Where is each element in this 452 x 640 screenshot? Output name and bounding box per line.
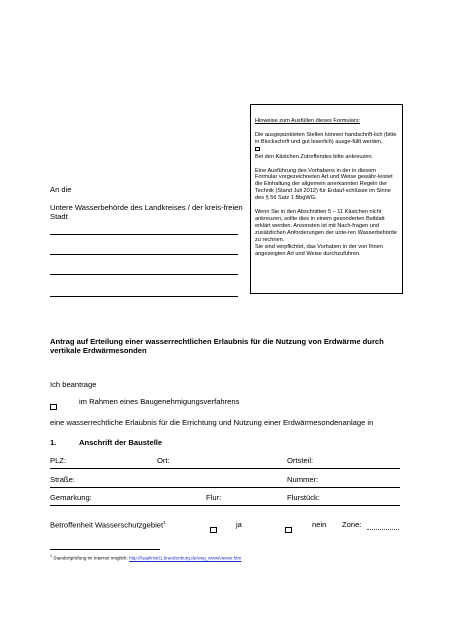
- label-ort: Ort:: [157, 456, 170, 465]
- label-plz: PLZ:: [50, 456, 67, 465]
- request-text: Ich beantrage: [50, 380, 97, 389]
- option-building-permit-label: im Rahmen eines Baugenehmigungsverfahrens: [79, 397, 240, 406]
- zone-input-line[interactable]: [367, 529, 399, 530]
- address-row-line-2[interactable]: [50, 487, 400, 488]
- hints-box: [250, 104, 403, 294]
- label-ortsteil: Ortsteil:: [287, 456, 314, 465]
- footnote-text: Standortprüfung im Internet möglich:: [53, 555, 128, 561]
- checkbox-icon: [255, 147, 260, 152]
- checkbox-building-permit[interactable]: [50, 398, 57, 416]
- checkbox-icon[interactable]: [210, 527, 217, 534]
- footnote-link[interactable]: http://luaplims01.brandenburg.de/wsg_www/viewer.htm: [129, 555, 242, 561]
- checkbox-icon[interactable]: [285, 527, 292, 534]
- footnote-number: 1: [50, 554, 53, 558]
- checkbox-protection-yes[interactable]: [210, 521, 217, 539]
- label-yes: ja: [236, 520, 242, 529]
- form-heading: Antrag auf Erteilung einer wasserrechtlichen Erlaubnis für die Nutzung von Erdwärme durch vertikale Erdwärmesonden: [50, 337, 384, 356]
- hint-checkbox-line: [255, 147, 398, 154]
- checkbox-protection-no[interactable]: [285, 521, 292, 539]
- label-nummer: Nummer:: [287, 475, 319, 484]
- hint-paragraph-checkboxes: Bei den Kästchen Zutreffendes bitte ankreuzen.: [255, 153, 374, 160]
- footnote-separator: [50, 549, 160, 550]
- address-line-3[interactable]: [50, 274, 238, 275]
- footnote: [50, 554, 241, 561]
- protection-zone-label: Betroffenheit Wasserschutzgebiet: [50, 520, 164, 530]
- address-authority: Untere Wasserbehörde des Landkreises / der kreis-freien Stadt: [50, 203, 243, 222]
- checkbox-icon[interactable]: [50, 404, 57, 411]
- address-row-line-3[interactable]: [50, 505, 400, 506]
- hint-paragraph-rules: Eine Ausführung des Vorhabens in der in diesem Formular vorgezeichneten Art und Weise gewähr-leistet die Einhaltung der allgemein anerkannten Regeln der Technik (Stand Juli 2012) für Erdauf-schlüsse im Sinne des § 56 Satz 1 BbgWG.: [255, 167, 393, 202]
- address-row-line-1[interactable]: [50, 468, 400, 469]
- address-line-1[interactable]: [50, 234, 238, 235]
- statement-text: eine wasserrechtliche Erlaubnis für die Errichtung und Nutzung einer Erdwärmesondenanlage in: [50, 418, 374, 427]
- hint-paragraph-obligation: Sie sind verpflichtet, das Vorhaben in der von Ihnen angezeigten Art und Weise durchzuführen.: [255, 243, 383, 257]
- section1-title: Anschrift der Baustelle: [79, 438, 163, 447]
- footnote-ref: 1: [163, 520, 166, 525]
- section1-number: 1.: [50, 438, 57, 447]
- hint-paragraph-sections: Wenn Sie in den Abschnitten 5 – 11 Kästchen nicht ankreuzen, sollte dies in einem gesonderten Beiblatt erklärt werden. Ansonsten ist mit Nach-fragen und zusätzlichen Anforderungen der unte-ren Wasserbehörde zu rechnen.: [255, 209, 397, 243]
- label-gemarkung: Gemarkung:: [50, 493, 92, 502]
- label-flurstueck: Flurstück:: [287, 493, 320, 502]
- address-to: An die: [50, 185, 72, 194]
- hints-title: Hinweise zum Ausfüllen dieses Formulars:: [255, 118, 361, 124]
- label-flur: Flur:: [206, 493, 222, 502]
- hint-paragraph-handwriting: Die ausgepunkteten Stellen können handschrift-lich (bitte in Blockschrift und gut leserlich) ausge-füllt werden.: [255, 131, 397, 145]
- label-no: nein: [312, 520, 327, 529]
- protection-zone-row: [50, 520, 166, 530]
- address-line-2[interactable]: [50, 254, 238, 255]
- label-strasse: Straße:: [50, 475, 75, 484]
- label-zone: Zone:: [342, 520, 362, 529]
- address-line-4[interactable]: [50, 296, 238, 297]
